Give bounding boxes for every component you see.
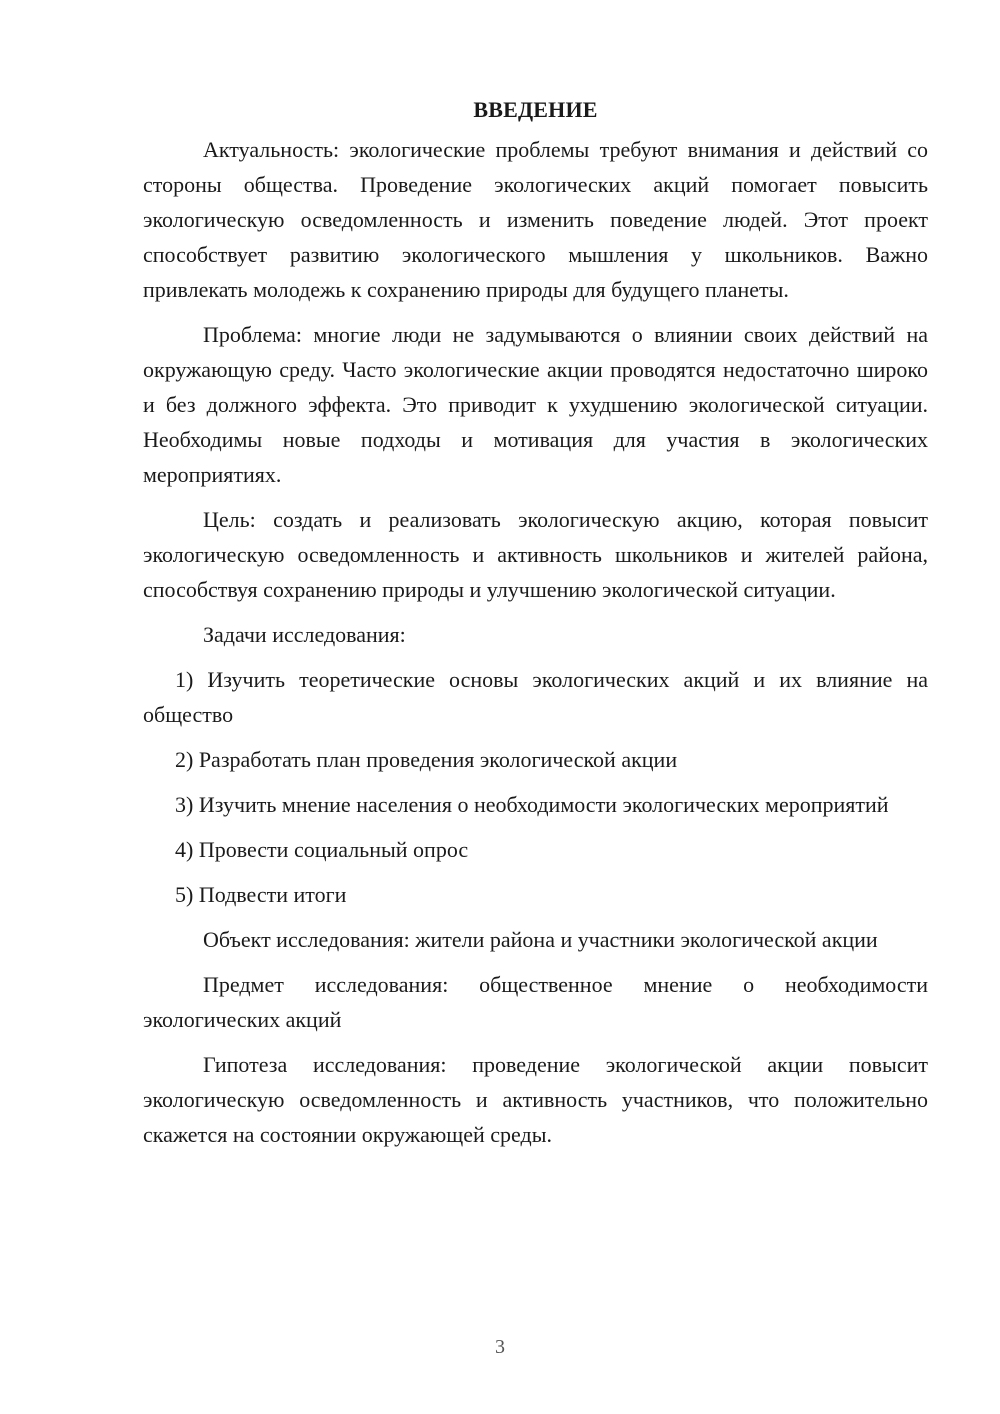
document-page bbox=[143, 88, 928, 1162]
relevance-paragraph: Актуальность: экологические проблемы требуют внимания и действий со стороны общества. Проведение экологических акций помогает повысить экологическую осведомленность и изменить поведение людей. Этот проект способствует развитию экологического мышления у школьников. Важно привлекать молодежь к сохранению природы для будущего планеты. bbox=[143, 137, 928, 302]
section-title: ВВЕДЕНИЕ bbox=[473, 97, 598, 122]
hypothesis-paragraph: Гипотеза исследования: проведение экологической акции повысит экологическую осведомленность и активность участников, что положительно скажется на состоянии окружающей среды. bbox=[143, 1052, 928, 1147]
subject-paragraph: Предмет исследования: общественное мнение о необходимости экологических акций bbox=[143, 972, 928, 1032]
page-number: 3 bbox=[495, 1336, 505, 1358]
tasks-heading: Задачи исследования: bbox=[203, 622, 406, 647]
task-item: 1) Изучить теоретические основы экологических акций и их влияние на общество bbox=[143, 667, 928, 727]
problem-paragraph: Проблема: многие люди не задумываются о влиянии своих действий на окружающую среду. Часто экологические акции проводятся недостаточно широко и без должного эффекта. Это приводит к ухудшению экологической ситуации. Необходимы новые подходы и мотивация для участия в экологических мероприятиях. bbox=[143, 322, 928, 487]
task-item: 2) Разработать план проведения экологической акции bbox=[175, 747, 678, 772]
task-item: 5) Подвести итоги bbox=[175, 882, 347, 907]
task-item: 4) Провести социальный опрос bbox=[175, 837, 469, 862]
goal-paragraph: Цель: создать и реализовать экологическую акцию, которая повысит экологическую осведомленность и активность школьников и жителей района, способствуя сохранению природы и улучшению экологической ситуации. bbox=[143, 507, 928, 602]
object-paragraph: Объект исследования: жители района и участники экологической акции bbox=[203, 927, 878, 952]
task-item: 3) Изучить мнение населения о необходимости экологических мероприятий bbox=[175, 792, 889, 817]
